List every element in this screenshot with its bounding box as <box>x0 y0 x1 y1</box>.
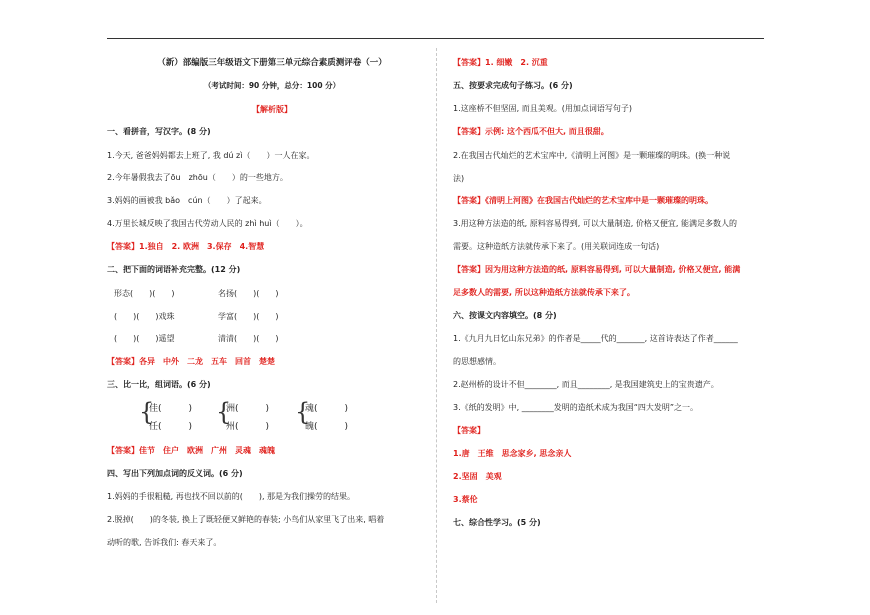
s5-answer-2: 【答案】《清明上河图》在我国古代灿烂的艺术宝库中是一颗璀璨的明珠。 <box>453 196 713 205</box>
section-1-heading: 一、看拼音，写汉字。(8 分) <box>107 127 211 136</box>
section-4-heading: 四、写出下列加点词的反义词。(6 分) <box>107 469 243 478</box>
s6-question-3: 3.《纸的发明》中, ________发明的造纸术成为我国“四大发明”之一。 <box>453 403 699 412</box>
s3-pair-3a: 魂( ) <box>305 404 349 414</box>
s5-question-1: 1.这座桥不但坚固, 而且美观。(用加点词语写句子) <box>453 104 632 113</box>
s6-answer-label: 【答案】 <box>453 426 485 435</box>
prev-answer: 【答案】1. 细嫩 2. 沉重 <box>453 58 548 67</box>
s4-question-2-line-2: 动听的歌, 告诉我们: 春天来了。 <box>107 538 222 547</box>
s1-question-4: 4.万里长城反映了我国古代劳动人民的 zhì huì（ ）。 <box>107 219 308 228</box>
s6-answer-3: 3.蔡伦 <box>453 495 478 504</box>
version-tag: 【解析版】 <box>252 105 292 114</box>
s2-idiom-6: 清清( )( ) <box>218 334 279 343</box>
s5-answer-1: 【答案】示例: 这个西瓜不但大, 而且很甜。 <box>453 127 609 136</box>
s3-pair-2a: 洲( ) <box>226 404 270 414</box>
s1-answer: 【答案】1.独自 2. 欧洲 3.保存 4.智慧 <box>107 242 265 251</box>
s6-question-1-line-1: 1.《九月九日忆山东兄弟》的作者是_____代的_______, 这首诗表达了作者______ <box>453 334 738 343</box>
s4-question-1: 1.妈妈的手很粗糙, 再也找不回以前的( ), 那是为我们操劳的结果。 <box>107 492 356 501</box>
s5-answer-3-line-1: 【答案】因为用这种方法造的纸, 原料容易得到, 可以大量制造, 价格又便宜, 能满 <box>453 265 741 274</box>
s2-idiom-5: ( )( )遥望 <box>114 334 175 343</box>
s3-pair-3b: 魄( ) <box>305 422 349 432</box>
s5-question-2-line-2: 法) <box>453 174 465 183</box>
s3-answer: 【答案】佳节 住户 欧洲 广州 灵魂 魂魄 <box>107 446 275 455</box>
section-2-heading: 二、把下面的词语补充完整。(12 分) <box>107 265 241 274</box>
s2-idiom-4: 学富( )( ) <box>218 312 279 321</box>
brace-3: { <box>295 398 311 426</box>
s2-idiom-3: ( )( )戏珠 <box>114 312 175 321</box>
s6-answer-1: 1.唐 王维 思念家乡, 思念亲人 <box>453 449 572 458</box>
s3-pair-1b: 任( ) <box>149 422 193 432</box>
s3-pair-1a: 佳( ) <box>149 404 193 414</box>
brace-2: { <box>216 398 232 426</box>
exam-info: （考试时间：90 分钟，总分：100 分） <box>203 81 341 90</box>
s5-question-2-line-1: 2.在我国古代灿烂的艺术宝库中,《清明上河图》是一颗璀璨的明珠。(换一种说 <box>453 151 731 160</box>
section-5-heading: 五、按要求完成句子练习。(6 分) <box>453 81 573 90</box>
s6-answer-2: 2.坚固 美观 <box>453 472 502 481</box>
s2-idiom-2: 名扬( )( ) <box>218 289 279 298</box>
column-divider <box>436 48 437 603</box>
section-7-heading: 七、综合性学习。(5 分) <box>453 518 541 527</box>
s2-idiom-1: 形态( )( ) <box>114 289 175 298</box>
s3-pair-2b: 州( ) <box>226 422 270 432</box>
page-title: （新）部编版三年级语文下册第三单元综合素质测评卷（一） <box>157 58 387 68</box>
s1-question-1: 1.今天, 爸爸妈妈都去上班了, 我 dú zì（ ）一人在家。 <box>107 151 315 160</box>
s1-question-2: 2.今年暑假我去了ōu zhōu（ ）的一些地方。 <box>107 173 288 182</box>
section-6-heading: 六、按课文内容填空。(8 分) <box>453 311 557 320</box>
s2-answer: 【答案】各异 中外 二龙 五车 回首 楚楚 <box>107 357 275 366</box>
s6-question-1-line-2: 的思想感情。 <box>453 357 501 366</box>
s1-question-3: 3.妈妈的画被我 bǎo cún（ ）了起来。 <box>107 196 267 205</box>
s5-question-3-line-2: 需要。这种造纸方法就传承下来了。(用关联词连成一句话) <box>453 242 660 251</box>
s5-answer-3-line-2: 足多数人的需要, 所以这种造纸方法就传承下来了。 <box>453 288 635 297</box>
brace-1: { <box>139 398 155 426</box>
s4-question-2-line-1: 2.脱掉( )的冬装, 换上了既轻便又鲜艳的春装; 小鸟们从家里飞了出来, 唱着 <box>107 515 385 524</box>
section-3-heading: 三、比一比，组词语。(6 分) <box>107 380 211 389</box>
s6-question-2: 2.赵州桥的设计不但________, 而且________, 是我国建筑史上的宝贵遗产。 <box>453 380 719 389</box>
top-rule <box>107 38 764 39</box>
s5-question-3-line-1: 3.用这种方法造的纸, 原料容易得到, 可以大量制造, 价格又便宜, 能满足多数人的 <box>453 219 737 228</box>
